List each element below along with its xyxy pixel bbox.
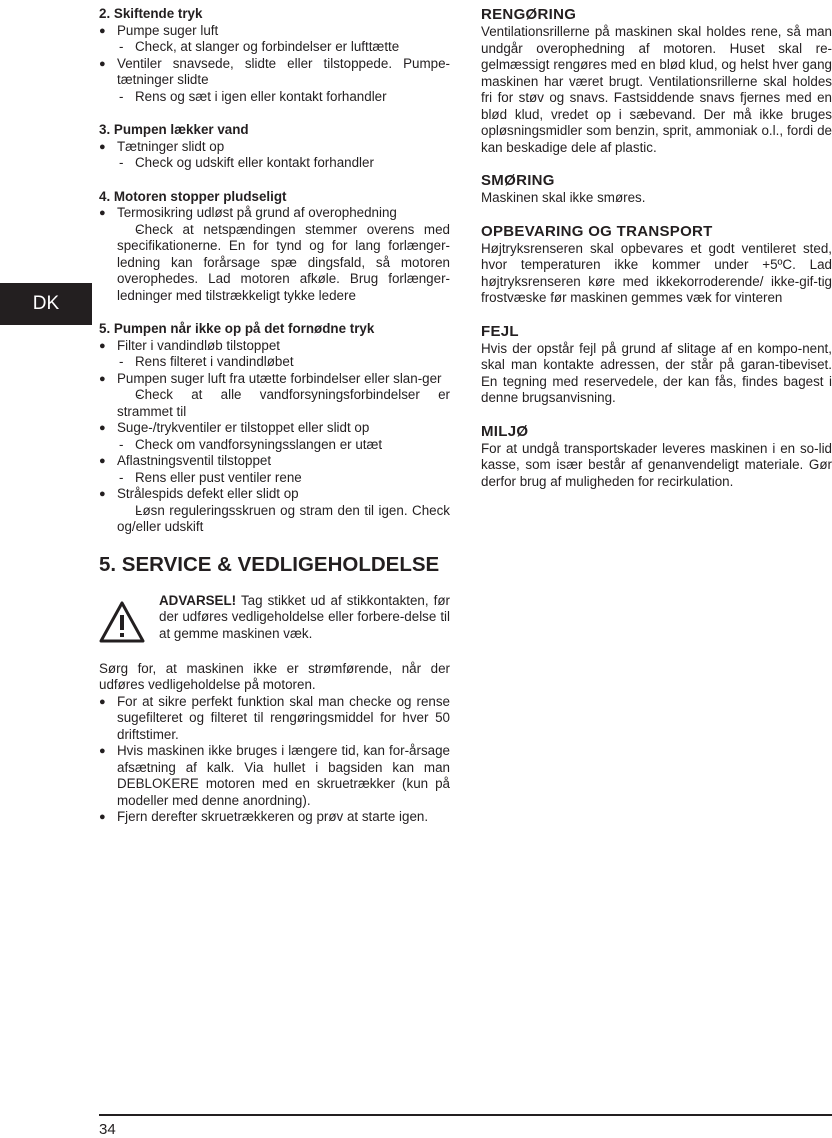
section-title: FEJL (481, 322, 519, 340)
section-title: 5. Pumpen når ikke op på det fornødne tryk (99, 321, 375, 336)
warning-body: Tag stikket ud af stikkontakten, før der udføres vedligeholdelse eller forbere-delse til at gemme maskinen væk. (159, 592, 450, 641)
bullet-item: ● Hvis maskinen ikke bruges i længere tid, kan for-årsage afsætning af kalk. Via hullet i bagsiden kan man DEBLOKERE motoren med en skruetrækker (kun på modeller med denne anordning). (99, 743, 450, 809)
section-motor-stops (99, 189, 450, 305)
section-title: 3. Pumpen lækker vand (99, 122, 249, 137)
section-faults (481, 323, 832, 407)
bullet-item: ● Strålespids defekt eller slidt op (99, 486, 450, 503)
right-column (481, 6, 832, 506)
language-tab: DK (0, 283, 92, 325)
dash-item: - Rens og sæt i igen eller kontakt forhandler (99, 89, 450, 106)
section-storage (481, 223, 832, 307)
section-text: Højtryksrenseren skal opbevares et godt ventileret sted, hvor temperaturen ikke kommer under +5ºC. Lad højtryksrenseren køre med ikkekorroderende/ ikke-gif-tig frostvæske før maskinen gemmes væk for vinteren (481, 240, 832, 305)
bullet-item: ● Ventiler snavsede, slidte eller tilstoppede. Pumpe-tætninger slidte (99, 56, 450, 89)
bullet-item: ● Pumpen suger luft fra utætte forbindelser eller slan-ger (99, 371, 450, 388)
section-cleaning (481, 6, 832, 156)
dash-item: - Rens eller pust ventiler rene (99, 470, 450, 487)
dash-item: - Check, at slanger og forbindelser er lufttætte (99, 39, 450, 56)
section-pump-leaks (99, 122, 450, 172)
section-text: Hvis der opstår fejl på grund af slitage af en kompo-nent, skal man kontakte adressen, der står på garan-tibeviset. En tegning med reservedele, der kan fås, findes bagest i denne brugsanvisning. (481, 340, 832, 405)
section-title: 2. Skiftende tryk (99, 6, 203, 21)
page-number: 34 (99, 1121, 116, 1138)
dash-item: - Løsn reguleringsskruen og stram den til igen. Check og/eller udskift (99, 503, 450, 536)
section-insufficient-pressure (99, 321, 450, 536)
section-text: Ventilationsrillerne på maskinen skal holdes rene, så man undgår overophedning af motoren. Huset skal re-gelmæssigt rengøres med en blød klud, og helst hver gang maskinen har været brugt. Ventilationsrillerne skal holdes fri for støv og snavs. Fastsiddende snavs fjernes med en blød klud, vredet op i sæbevand. Der må ikke bruges opløsningsmidler som benzin, sprit, ammoniak o.l., fordi de kan beskadige dele af plastic. (481, 24, 832, 155)
bullet-item: ● Aflastningsventil tilstoppet (99, 453, 450, 470)
bullet-item: ● Suge-/trykventiler er tilstoppet eller slidt op (99, 420, 450, 437)
service-heading: 5. SERVICE & VEDLIGEHOLDELSE (99, 552, 440, 576)
warning-box (99, 593, 450, 643)
dash-item: - Rens filteret i vandindløbet (99, 354, 450, 371)
bullet-item: ● Fjern derefter skruetrækkeren og prøv at starte igen. (99, 809, 450, 826)
bullet-item: ● Filter i vandindløb tilstoppet (99, 338, 450, 355)
dash-item: - Check at netspændingen stemmer overens med specifikationerne. En for tynd og for lang forlænger-ledning kan forårsage spæ dingsfald, så motoren overophedes. Lad motoren afkøle. Brug forlænger-ledninger med tilstrækkeligt tykke ledere (99, 222, 450, 305)
section-text: Maskinen skal ikke smøres. (481, 190, 646, 205)
section-title: 4. Motoren stopper pludseligt (99, 188, 287, 204)
dash-item: - Check at alle vandforsyningsforbindelser er strammet til (99, 387, 450, 420)
warning-triangle-icon (99, 601, 145, 643)
section-title: MILJØ (481, 422, 529, 440)
bullet-item: ● For at sikre perfekt funktion skal man checke og rense sugefilteret og filteret til rengøringsmiddel for hver 50 driftstimer. (99, 694, 450, 744)
warning-text (159, 593, 450, 643)
service-intro: Sørg for, at maskinen ikke er strømførende, når der udføres vedligeholdelse på motoren. (99, 660, 450, 692)
dash-item: - Check og udskift eller kontakt forhandler (99, 155, 450, 172)
warning-label: ADVARSEL! (159, 592, 237, 608)
section-environment (481, 423, 832, 491)
section-title: SMØRING (481, 172, 555, 189)
section-title: OPBEVARING OG TRANSPORT (481, 222, 713, 240)
section-varying-pressure (99, 6, 450, 105)
footer-divider (99, 1114, 832, 1116)
bullet-item: ● Tætninger slidt op (99, 139, 450, 156)
left-column (99, 6, 450, 826)
bullet-item: ● Pumpe suger luft (99, 23, 450, 40)
dash-item: - Check om vandforsyningsslangen er utæt (99, 437, 450, 454)
section-title: RENGØRING (481, 6, 577, 23)
bullet-item: ● Termosikring udløst på grund af overophedning (99, 205, 450, 222)
section-lubrication (481, 172, 832, 207)
section-text: For at undgå transportskader leveres maskinen i en so-lid kasse, som især består af genanvendeligt materiale. Gør derfor brug af muligheden for recirkulation. (481, 440, 832, 489)
